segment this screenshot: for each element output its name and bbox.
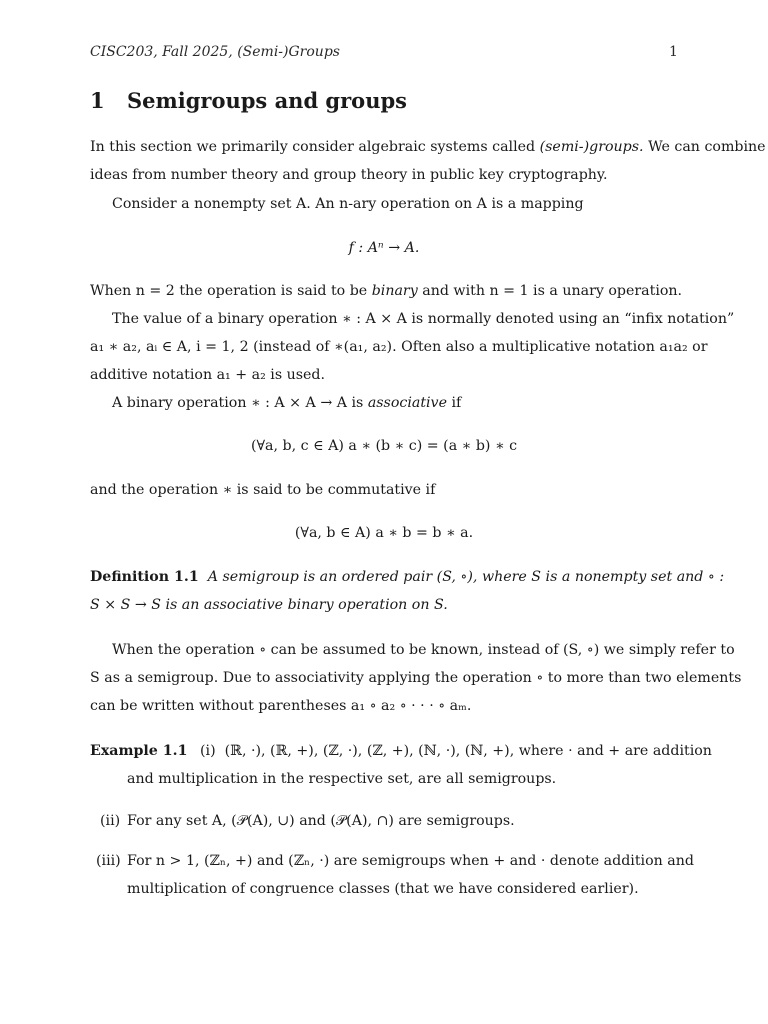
example-item-i-cont: and multiplication in the respective set, are all semigroups. — [127, 771, 557, 787]
binary-line-3: additive notation a₁ + a₂ is used. — [90, 367, 326, 383]
intro-line-1 — [90, 133, 766, 161]
section-heading — [90, 88, 407, 113]
nary-formula: f : Aⁿ → A. — [348, 240, 420, 256]
definition-label: Definition 1.1 — [90, 569, 199, 585]
associative-emphasis: associative — [367, 395, 447, 411]
section-title: Semigroups and groups — [127, 88, 407, 113]
list-item-text: (ℝ, ·), (ℝ, +), (ℤ, ·), (ℤ, +), (ℕ, ·), (ℕ, +), where · and + are addition — [224, 743, 712, 759]
list-marker: (i) — [200, 743, 216, 759]
intro-line-2: ideas from number theory and group theory in public key cryptography. — [90, 167, 608, 183]
definition-line-2: S × S → S is an associative binary operation on S. — [90, 597, 448, 613]
page-number: 1 — [669, 44, 678, 60]
commutative-formula: (∀a, b ∈ A) a ∗ b = b ∗ a. — [294, 525, 474, 541]
associative-line — [112, 389, 461, 417]
running-head: CISC203, Fall 2025, (Semi-)Groups — [90, 44, 340, 60]
nary-after-text: When n = 2 the operation is said to be — [90, 283, 372, 299]
nary-after-line — [90, 277, 682, 305]
intro-text: In this section we primarily consider algebraic systems called — [90, 139, 540, 155]
intro-text-cont: We can combine — [643, 139, 766, 155]
example-label: Example 1.1 — [90, 743, 188, 759]
binary-line-2: a₁ ∗ a₂, aᵢ ∈ A, i = 1, 2 (instead of ∗(a₁, a₂). Often also a multiplicative notation a₁a₂ or — [90, 339, 708, 355]
remark-line-3: can be written without parentheses a₁ ∘ a₂ ∘ · · · ∘ aₘ. — [90, 698, 472, 714]
nary-line: Consider a nonempty set A. An n-ary operation on A is a mapping — [112, 196, 584, 212]
example-item-ii-marker: (ii) — [100, 813, 121, 829]
section-number: 1 — [90, 88, 105, 113]
associative-text: A binary operation ∗ : A × A → A is — [112, 395, 368, 411]
example-item-i — [90, 737, 712, 765]
example-item-ii: For any set A, (𝒫(A), ∪) and (𝒫(A), ∩) are semigroups. — [127, 813, 515, 829]
nary-after-text-cont: and with n = 1 is a unary operation. — [417, 283, 683, 299]
commutative-line: and the operation ∗ is said to be commutative if — [90, 482, 436, 498]
remark-line-2: S as a semigroup. Due to associativity applying the operation ∘ to more than two elements — [90, 670, 742, 686]
example-item-iii-cont: multiplication of congruence classes (that we have considered earlier). — [127, 881, 639, 897]
associative-formula: (∀a, b, c ∈ A) a ∗ (b ∗ c) = (a ∗ b) ∗ c — [250, 438, 518, 454]
associative-text-cont: if — [446, 395, 462, 411]
intro-emphasis: (semi-)groups. — [539, 139, 644, 155]
remark-line-1: When the operation ∘ can be assumed to be known, instead of (S, ∘) we simply refer to — [112, 642, 735, 658]
example-item-iii: For n > 1, (ℤₙ, +) and (ℤₙ, ·) are semigroups when + and · denote addition and — [127, 853, 694, 869]
binary-emphasis: binary — [371, 283, 418, 299]
binary-line-1: The value of a binary operation ∗ : A × A is normally denoted using an “infix notation” — [112, 311, 735, 327]
definition-line-1 — [90, 563, 724, 591]
definition-text: A semigroup is an ordered pair (S, ∘), where S is a nonempty set and ∘ : — [207, 569, 725, 585]
example-item-iii-marker: (iii) — [96, 853, 121, 869]
